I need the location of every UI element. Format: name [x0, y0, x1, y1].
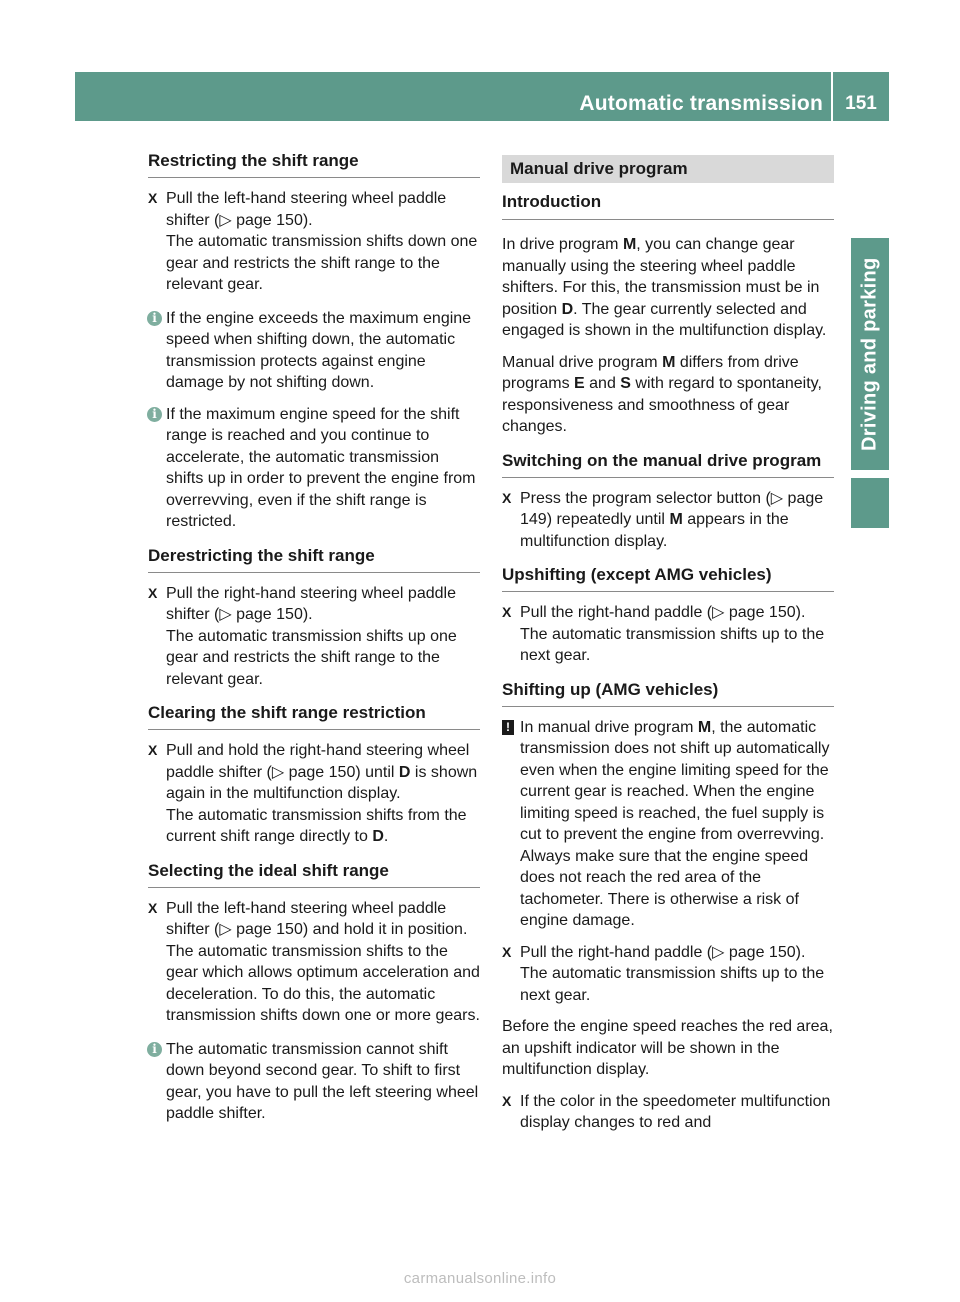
warning-icon: ! — [502, 720, 514, 735]
page-ref-arrow-icon: ▷ — [219, 921, 232, 938]
info-icon: i — [147, 1042, 162, 1057]
block-heading: Manual drive program — [502, 155, 834, 183]
bold-term: D — [398, 763, 411, 781]
paragraph — [502, 234, 834, 342]
page-ref-arrow-icon: ▷ — [770, 489, 784, 507]
page-ref-link[interactable]: page 150) and hold it in position. — [231, 921, 468, 938]
page-ref-link[interactable]: page 150). — [231, 606, 313, 623]
bold-term: E — [574, 375, 585, 392]
step-text: If the color in the speedometer multifunction display changes to red and — [520, 1092, 831, 1131]
section-heading: Clearing the shift range restriction — [148, 702, 480, 730]
page-ref-link[interactable]: page 150). — [231, 211, 313, 229]
page-ref-link[interactable]: page 150). — [724, 943, 806, 961]
section-heading: Shifting up (AMG vehicles) — [502, 679, 834, 707]
note-text: The automatic transmission cannot shift down beyond second gear. To shift to first gear, you have to pull the left steering wheel paddle shifter. — [166, 1040, 479, 1122]
step-text: Pull the right-hand paddle ( — [520, 604, 713, 621]
page-ref-arrow-icon: ▷ — [712, 943, 725, 961]
bold-term: D — [561, 300, 574, 318]
step-marker-icon: X — [148, 190, 158, 206]
section-heading: Switching on the manual drive program — [502, 450, 834, 478]
step-result: . — [383, 828, 389, 845]
step-text: Pull the left-hand steering wheel paddle shifter ( — [166, 899, 447, 938]
instruction-step — [148, 898, 480, 1027]
page-ref-arrow-icon: ▷ — [219, 606, 232, 623]
note-text: In manual drive program — [520, 718, 698, 736]
step-text: appears in the multifunction display. — [520, 511, 789, 550]
instruction-step — [148, 583, 480, 691]
bold-term: M — [669, 511, 683, 528]
instruction-step — [148, 740, 480, 848]
page-ref-link[interactable]: page 150) until — [284, 763, 399, 781]
step-result: The automatic transmission shifts down one gear and restricts the shift range to the relevant gear. — [166, 233, 478, 293]
bold-term: M — [662, 353, 676, 371]
note-text: If the engine exceeds the maximum engine speed when shifting down, the automatic transmission protects against engine damage by not shifting down. — [166, 309, 472, 391]
page-ref-link[interactable]: page 150). — [724, 604, 806, 621]
section-heading: Selecting the ideal shift range — [148, 860, 480, 888]
section-heading: Restricting the shift range — [148, 150, 480, 178]
text-run: In drive program — [502, 236, 623, 253]
step-marker-icon: X — [148, 584, 158, 601]
chapter-title: Automatic transmission — [579, 92, 823, 115]
step-marker-icon: X — [502, 943, 512, 960]
info-icon: i — [147, 311, 162, 326]
bold-term: D — [372, 828, 384, 845]
section-heading: Derestricting the shift range — [148, 545, 480, 573]
step-text: Pull the right-hand steering wheel paddle shifter ( — [166, 584, 456, 623]
step-text: Pull and hold the right-hand steering wheel paddle shifter ( — [166, 742, 470, 781]
step-text: Press the program selector button ( — [520, 489, 771, 507]
step-text: is shown again in the multifunction display. — [166, 763, 478, 802]
instruction-step — [502, 1091, 834, 1134]
step-text: Pull the left-hand steering wheel paddle shifter ( — [166, 190, 447, 229]
instruction-step — [148, 188, 480, 296]
step-marker-icon: X — [502, 1092, 512, 1109]
instruction-step — [502, 602, 834, 667]
step-marker-icon: X — [148, 742, 158, 758]
page-ref-arrow-icon: ▷ — [712, 604, 725, 621]
text-run: Manual drive program — [502, 353, 663, 371]
warning-note — [502, 717, 834, 932]
side-strip — [851, 121, 889, 238]
step-marker-icon: X — [148, 899, 158, 916]
text-run: with regard to spontaneity, responsiveness and smoothness of gear changes. — [502, 375, 822, 435]
paragraph: Before the engine speed reaches the red area, an upshift indicator will be shown in the multifunction display. — [502, 1018, 833, 1078]
page-ref-arrow-icon: ▷ — [219, 211, 232, 229]
step-marker-icon: X — [502, 489, 512, 506]
step-result: The automatic transmission shifts up one gear and restricts the shift range to the relevant gear. — [166, 627, 457, 688]
step-result: The automatic transmission shifts up to the next gear. — [520, 965, 825, 1004]
watermark: carmanualsonline.info — [403, 1270, 557, 1287]
page-ref-arrow-icon: ▷ — [271, 763, 285, 781]
bold-term: S — [620, 375, 631, 392]
info-icon: i — [147, 407, 162, 422]
note-text: If the maximum engine speed for the shift range is reached and you continue to accelerate, the automatic transmission shifts up in order to prevent the engine from overrevving, even if the shift range is restricted. — [166, 405, 476, 530]
instruction-step — [502, 942, 834, 1007]
page-number: 151 — [845, 93, 877, 114]
left-column — [148, 150, 480, 1135]
instruction-step — [502, 488, 834, 553]
note-text: , the automatic transmission does not shift up automatically even when the engine limiting speed for the current gear is reached. When the engine limiting speed is reached, the fuel supply is cut to prevent the engine from overrevving. Always make sure that the engine speed does not reach the red area of the tachometer. There is otherwise a risk of engine damage. — [520, 718, 830, 929]
text-run: and — [584, 375, 621, 392]
step-result: The automatic transmission shifts to the gear which allows optimum acceleration and deceleration. To do this, the automatic transmission shifts down one or more gears. — [166, 942, 480, 1024]
side-tab — [851, 478, 889, 528]
text-run: , you can change gear manually using the steering wheel paddle shifters. For this, the transmission must be in position — [502, 236, 820, 318]
step-text: Pull the right-hand paddle ( — [520, 943, 713, 961]
info-note — [148, 1039, 480, 1125]
bold-term: M — [697, 718, 712, 736]
bold-term: M — [622, 236, 637, 253]
section-heading: Introduction — [502, 191, 834, 220]
section-heading: Upshifting (except AMG vehicles) — [502, 564, 834, 592]
side-section-label: Driving and parking — [851, 238, 889, 470]
step-marker-icon: X — [502, 604, 512, 620]
right-column — [502, 155, 834, 1146]
info-note — [148, 404, 480, 533]
paragraph — [502, 352, 834, 438]
page-ref-link[interactable]: page 149) repeatedly until — [520, 489, 824, 528]
step-result: The automatic transmission shifts up to the next gear. — [520, 625, 825, 664]
text-run: differs from drive programs — [502, 353, 799, 392]
info-note — [148, 308, 480, 394]
text-run: . The gear currently selected and engaged is shown in the multifunction display. — [502, 300, 827, 339]
step-result: The automatic transmission shifts from the current shift range directly to — [166, 806, 467, 845]
